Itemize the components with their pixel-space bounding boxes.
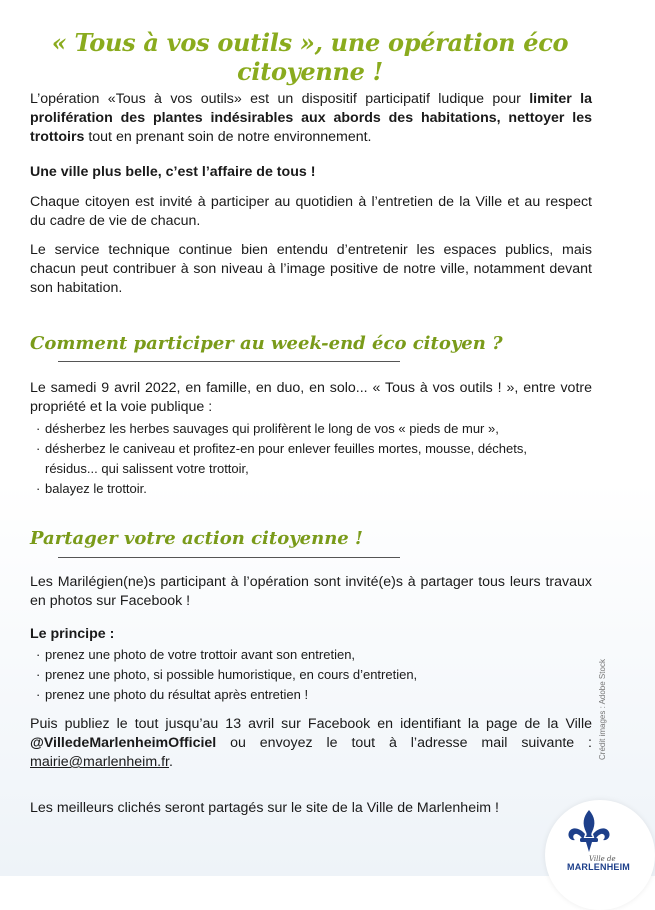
list-item: · balayez le trottoir. [36,481,147,496]
intro-text-2: tout en prenant soin de notre environnement. [84,129,372,145]
principe-list [30,645,592,705]
image-credit: Crédit images : Adobe Stock [598,659,607,760]
list-item: · prenez une photo, si possible humoristique, en cours d’entretien, [36,667,418,682]
intro-text-bold: limiter la prolifération des plantes indésirables aux abords des habitations, nettoyer les trottoirs [30,91,592,145]
list-item-continuation: résidus... qui salissent votre trottoir, [45,461,249,476]
paragraph-service: Le service technique continue bien entendu d’entretenir les espaces publics, mais chacun peut contribuer à son niveau à l’image positive de notre ville, notamment devant son habitation. [30,242,592,296]
email-link[interactable]: mairie@marlenheim.fr [30,754,169,770]
slogan: Une ville plus belle, c’est l’affaire de tous ! [30,164,316,180]
publish-text-2: ou envoyez le tout à l’adresse mail suivante : [216,735,592,751]
publish-text-end: . [168,754,173,770]
section1-intro: Le samedi 9 avril 2022, en famille, en duo, en solo... « Tous à vos outils ! », entre votre propriété et la voie publique : [30,380,592,415]
list-item: · prenez une photo du résultat après entretien ! [36,687,309,702]
section-underline [58,361,400,362]
fleur-de-lis-icon [566,808,612,854]
section2-intro: Les Marilégien(ne)s participant à l’opération sont invité(e)s à partager tous leurs travaux en photos sur Facebook ! [30,574,592,609]
logo-script-text: Ville de [589,855,616,863]
closing-paragraph: Les meilleurs clichés seront partagés sur le site de la Ville de Marlenheim ! [30,800,499,816]
intro-paragraph [30,90,592,147]
publish-paragraph [30,715,592,772]
paragraph-citizen: Chaque citoyen est invité à participer au quotidien à l’entretien de la Ville et au respect du cadre de vie de chacun. [30,194,592,229]
list-item: · désherbez les herbes sauvages qui prolifèrent le long de vos « pieds de mur », [36,421,499,436]
facebook-handle[interactable]: @VilledeMarlenheimOfficiel [30,735,217,751]
list-item: · prenez une photo de votre trottoir avant son entretien, [36,647,356,662]
section-underline [58,557,400,558]
section-heading-participate: Comment participer au week-end éco citoyen ? [30,333,503,354]
section-heading-share: Partager votre action citoyenne ! [30,528,363,549]
publish-text-1: Puis publiez le tout jusqu’au 13 avril sur Facebook en identifiant la page de la Ville [30,716,592,732]
participate-list [30,419,592,499]
principe-label: Le principe : [30,626,115,642]
page-title: « Tous à vos outils », une opération éco citoyenne ! [51,28,569,86]
logo-name: MARLENHEIM [567,862,630,872]
intro-text-1: L’opération «Tous à vos outils» est un dispositif participatif ludique pour [30,91,530,107]
list-item: · désherbez le caniveau et profitez-en pour enlever feuilles mortes, mousse, déchets, résidus... qui salissent votre trottoir, [36,441,527,476]
